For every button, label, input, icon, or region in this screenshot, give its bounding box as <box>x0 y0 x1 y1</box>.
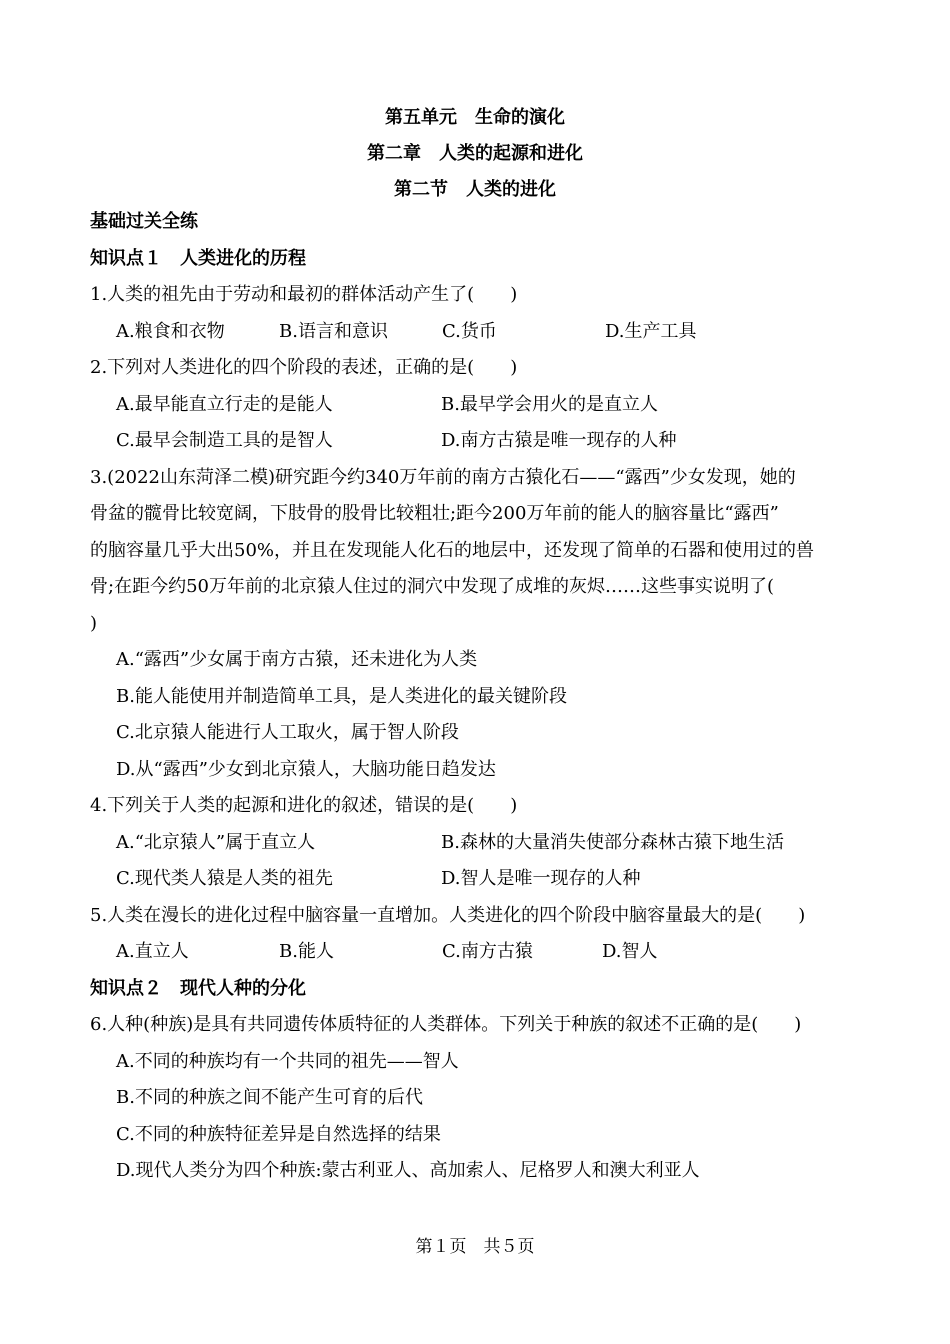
q5-option-a: A.直立人 <box>116 941 189 962</box>
content <box>90 204 870 1190</box>
question-1-options <box>90 314 870 351</box>
q5-option-b: B.能人 <box>279 941 334 962</box>
q2-option-d: D.南方古猿是唯一现存的人种 <box>441 430 677 451</box>
q2-option-c: C.最早会制造工具的是智人 <box>116 430 333 451</box>
knowledge-point-2: 知识点２ 现代人种的分化 <box>90 977 306 999</box>
q6-option-c: C.不同的种族特征差异是自然选择的结果 <box>116 1123 441 1145</box>
q5-option-d: D.智人 <box>602 941 658 962</box>
q6-option-a: A.不同的种族均有一个共同的祖先——智人 <box>116 1050 459 1072</box>
question-3-stem-line-2: 骨盆的髋骨比较宽阔，下肢骨的股骨比较粗壮;距今200万年前的能人的脑容量比“露西” <box>90 503 779 524</box>
question-1-stem: 1.人类的祖先由于劳动和最初的群体活动产生了( ) <box>90 284 518 305</box>
question-3-stem-line-5: ) <box>90 612 98 634</box>
question-3-stem-line-4: 骨;在距今约50万年前的北京猿人住过的洞穴中发现了成堆的灰烬……这些事实说明了( <box>90 576 774 597</box>
question-2-options-row1 <box>90 387 870 424</box>
question-4-options-row2 <box>90 861 870 898</box>
q4-option-b: B.森林的大量消失使部分森林古猿下地生活 <box>441 831 784 853</box>
q3-option-a: A.“露西”少女属于南方古猿，还未进化为人类 <box>116 649 478 670</box>
q2-option-a: A.最早能直立行走的是能人 <box>116 393 333 415</box>
q1-option-c: C.货币 <box>442 320 497 342</box>
question-4-stem: 4.下列关于人类的起源和进化的叙述，错误的是( ) <box>90 795 518 816</box>
q6-option-b: B.不同的种族之间不能产生可育的后代 <box>116 1087 423 1108</box>
exercise-heading: 基础过关全练 <box>90 211 198 232</box>
q4-option-c: C.现代类人猿是人类的祖先 <box>116 868 333 889</box>
question-2-stem: 2.下列对人类进化的四个阶段的表述，正确的是( ) <box>90 357 518 378</box>
question-5-stem: 5.人类在漫长的进化过程中脑容量一直增加。人类进化的四个阶段中脑容量最大的是( ) <box>90 904 806 926</box>
question-5-options <box>90 934 870 971</box>
q1-option-b: B.语言和意识 <box>279 320 388 342</box>
question-2-options-row2 <box>90 423 870 460</box>
q3-option-c: C.北京猿人能进行人工取火，属于智人阶段 <box>116 722 459 743</box>
q4-option-d: D.智人是唯一现存的人种 <box>441 868 641 889</box>
question-3-stem-line-1: 3.(2022山东菏泽二模)研究距今约340万年前的南方古猿化石——“露西”少女发现，她的 <box>90 466 796 488</box>
q6-option-d: D.现代人类分为四个种族:蒙古利亚人、高加索人、尼格罗人和澳大利亚人 <box>116 1160 700 1181</box>
q2-option-b: B.最早学会用火的是直立人 <box>441 393 658 415</box>
section-title: 第二节 人类的进化 <box>394 179 556 200</box>
knowledge-point-1: 知识点１ 人类进化的历程 <box>90 247 306 269</box>
q4-option-a: A.“北京猿人”属于直立人 <box>116 831 316 853</box>
unit-title: 第五单元 生命的演化 <box>385 107 565 128</box>
page-footer: 第１页 共５页 <box>415 1237 535 1257</box>
question-3-stem-line-3: 的脑容量几乎大出50%，并且在发现能人化石的地层中，还发现了简单的石器和使用过的兽 <box>90 539 815 561</box>
q3-option-d: D.从“露西”少女到北京猿人，大脑功能日趋发达 <box>116 758 496 780</box>
q3-option-b: B.能人能使用并制造简单工具，是人类进化的最关键阶段 <box>116 685 567 707</box>
q5-option-c: C.南方古猿 <box>442 941 533 962</box>
q1-option-d: D.生产工具 <box>605 320 697 342</box>
question-6-stem: 6.人种(种族)是具有共同遗传体质特征的人类群体。下列关于种族的叙述不正确的是( ) <box>90 1014 802 1035</box>
q1-option-a: A.粮食和衣物 <box>116 320 225 342</box>
question-4-options-row1 <box>90 825 870 862</box>
chapter-title: 第二章 人类的起源和进化 <box>367 143 583 164</box>
title-block <box>0 100 950 208</box>
